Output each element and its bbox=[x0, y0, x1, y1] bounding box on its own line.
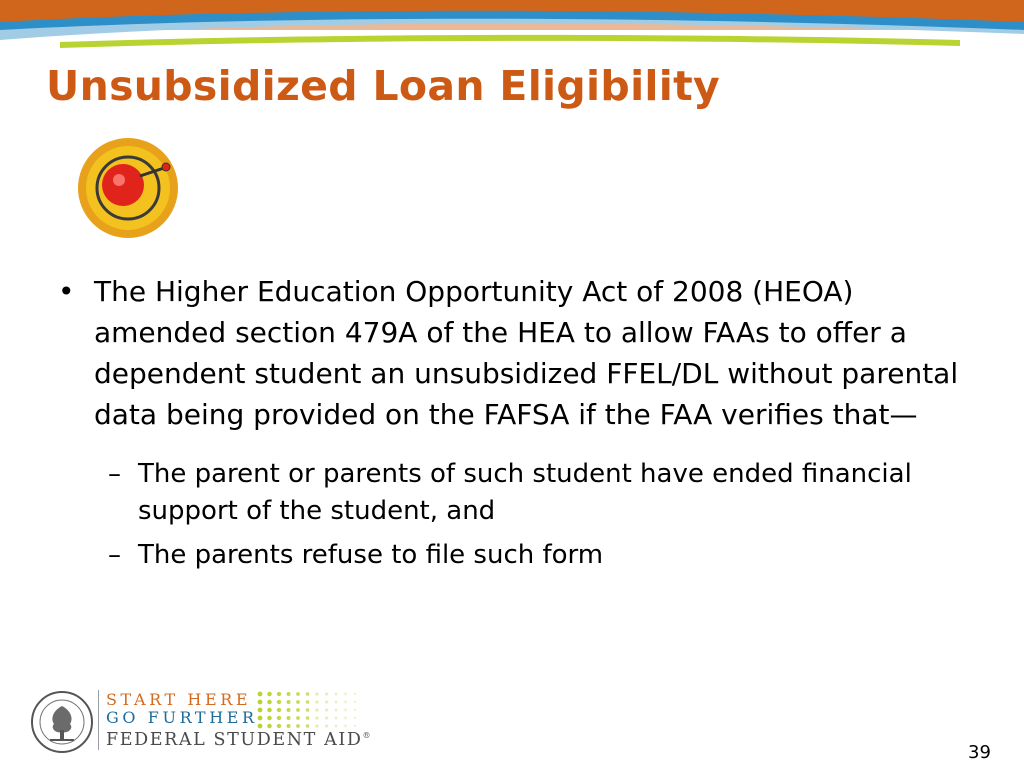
logo-dot bbox=[325, 716, 328, 719]
federal-student-aid-text: FEDERAL STUDENT AID bbox=[106, 730, 363, 750]
logo-dot bbox=[258, 692, 263, 697]
logo-dot bbox=[258, 724, 263, 729]
logo-dot bbox=[277, 700, 281, 704]
logo-dot bbox=[315, 716, 318, 719]
logo-dot bbox=[286, 700, 290, 704]
logo-dot bbox=[306, 692, 310, 696]
logo-dot bbox=[267, 708, 272, 713]
logo-dot bbox=[267, 692, 272, 697]
logo-dot bbox=[286, 716, 290, 720]
logo-dot bbox=[267, 724, 272, 729]
logo-dot bbox=[354, 725, 356, 727]
logo-dot bbox=[286, 708, 290, 712]
logo-dot bbox=[354, 701, 356, 703]
logo-dot bbox=[344, 693, 347, 696]
logo-dot bbox=[344, 709, 347, 712]
dot-grid-decoration bbox=[256, 690, 366, 730]
logo-dot bbox=[306, 700, 310, 704]
logo-dot bbox=[277, 692, 281, 696]
tagline-federal-student-aid bbox=[106, 730, 372, 750]
sub-bullet-list bbox=[108, 456, 976, 574]
logo-dot bbox=[344, 701, 347, 704]
logo-dot bbox=[306, 724, 310, 728]
logo-dot bbox=[258, 716, 263, 721]
logo-dot bbox=[306, 716, 310, 720]
tagline-go-further: GO FURTHER bbox=[106, 708, 258, 727]
page-number: 39 bbox=[968, 742, 991, 763]
logo-dot bbox=[296, 716, 300, 720]
top-banner bbox=[0, 0, 1024, 60]
logo-divider bbox=[98, 690, 99, 750]
logo-dot bbox=[325, 692, 328, 695]
alarm-bell-icon bbox=[76, 136, 180, 240]
logo-dot bbox=[286, 724, 290, 728]
logo-dot bbox=[325, 724, 328, 727]
logo-dot bbox=[335, 701, 338, 704]
logo-dot bbox=[335, 717, 338, 720]
federal-student-aid-logo bbox=[30, 686, 373, 756]
sub-bullet-item bbox=[108, 456, 976, 530]
logo-dot bbox=[315, 708, 318, 711]
tagline-start-here: START HERE bbox=[106, 690, 252, 709]
logo-dot bbox=[315, 724, 318, 727]
logo-dot bbox=[335, 693, 338, 696]
logo-dot bbox=[344, 717, 347, 720]
bullet-item bbox=[56, 271, 976, 435]
logo-dot bbox=[325, 700, 328, 703]
slide-content bbox=[56, 271, 976, 581]
logo-dot bbox=[277, 716, 281, 720]
logo-dot bbox=[306, 708, 310, 712]
logo-dot bbox=[354, 693, 356, 695]
logo-dot bbox=[315, 692, 318, 695]
logo-dot bbox=[354, 709, 356, 711]
logo-dot bbox=[286, 692, 290, 696]
logo-dot bbox=[296, 692, 300, 696]
sub-bullet-mark: – bbox=[108, 459, 121, 489]
logo-dot bbox=[296, 724, 300, 728]
logo-dot bbox=[325, 708, 328, 711]
logo-dot bbox=[277, 724, 281, 728]
logo-dot bbox=[315, 700, 318, 703]
sub-bullet-mark: – bbox=[108, 540, 121, 570]
registered-mark: ® bbox=[362, 731, 373, 741]
logo-dot bbox=[296, 700, 300, 704]
logo-dot bbox=[258, 708, 263, 713]
bullet-text: The Higher Education Opportunity Act of 2008 (HEOA) amended section 479A of the HEA to allow FAAs to offer a dependent student an unsubsidized FFEL/DL without parental data being provided on the FAFSA if the FAA verifies that— bbox=[94, 275, 959, 431]
logo-dot bbox=[354, 717, 356, 719]
logo-dot bbox=[267, 716, 272, 721]
logo-dot bbox=[277, 708, 281, 712]
logo-dot bbox=[296, 708, 300, 712]
slide-title: Unsubsidized Loan Eligibility bbox=[46, 62, 721, 110]
sub-bullet-text: The parent or parents of such student have ended financial support of the student, and bbox=[138, 459, 912, 526]
logo-dot bbox=[335, 709, 338, 712]
department-of-education-seal-icon bbox=[30, 690, 94, 754]
logo-dot bbox=[258, 700, 263, 705]
sub-bullet-item bbox=[108, 537, 976, 574]
logo-dot bbox=[267, 700, 272, 705]
logo-dot bbox=[344, 725, 347, 728]
sub-bullet-text: The parents refuse to file such form bbox=[138, 540, 604, 570]
logo-dot bbox=[335, 725, 338, 728]
bullet-mark: • bbox=[58, 275, 75, 308]
